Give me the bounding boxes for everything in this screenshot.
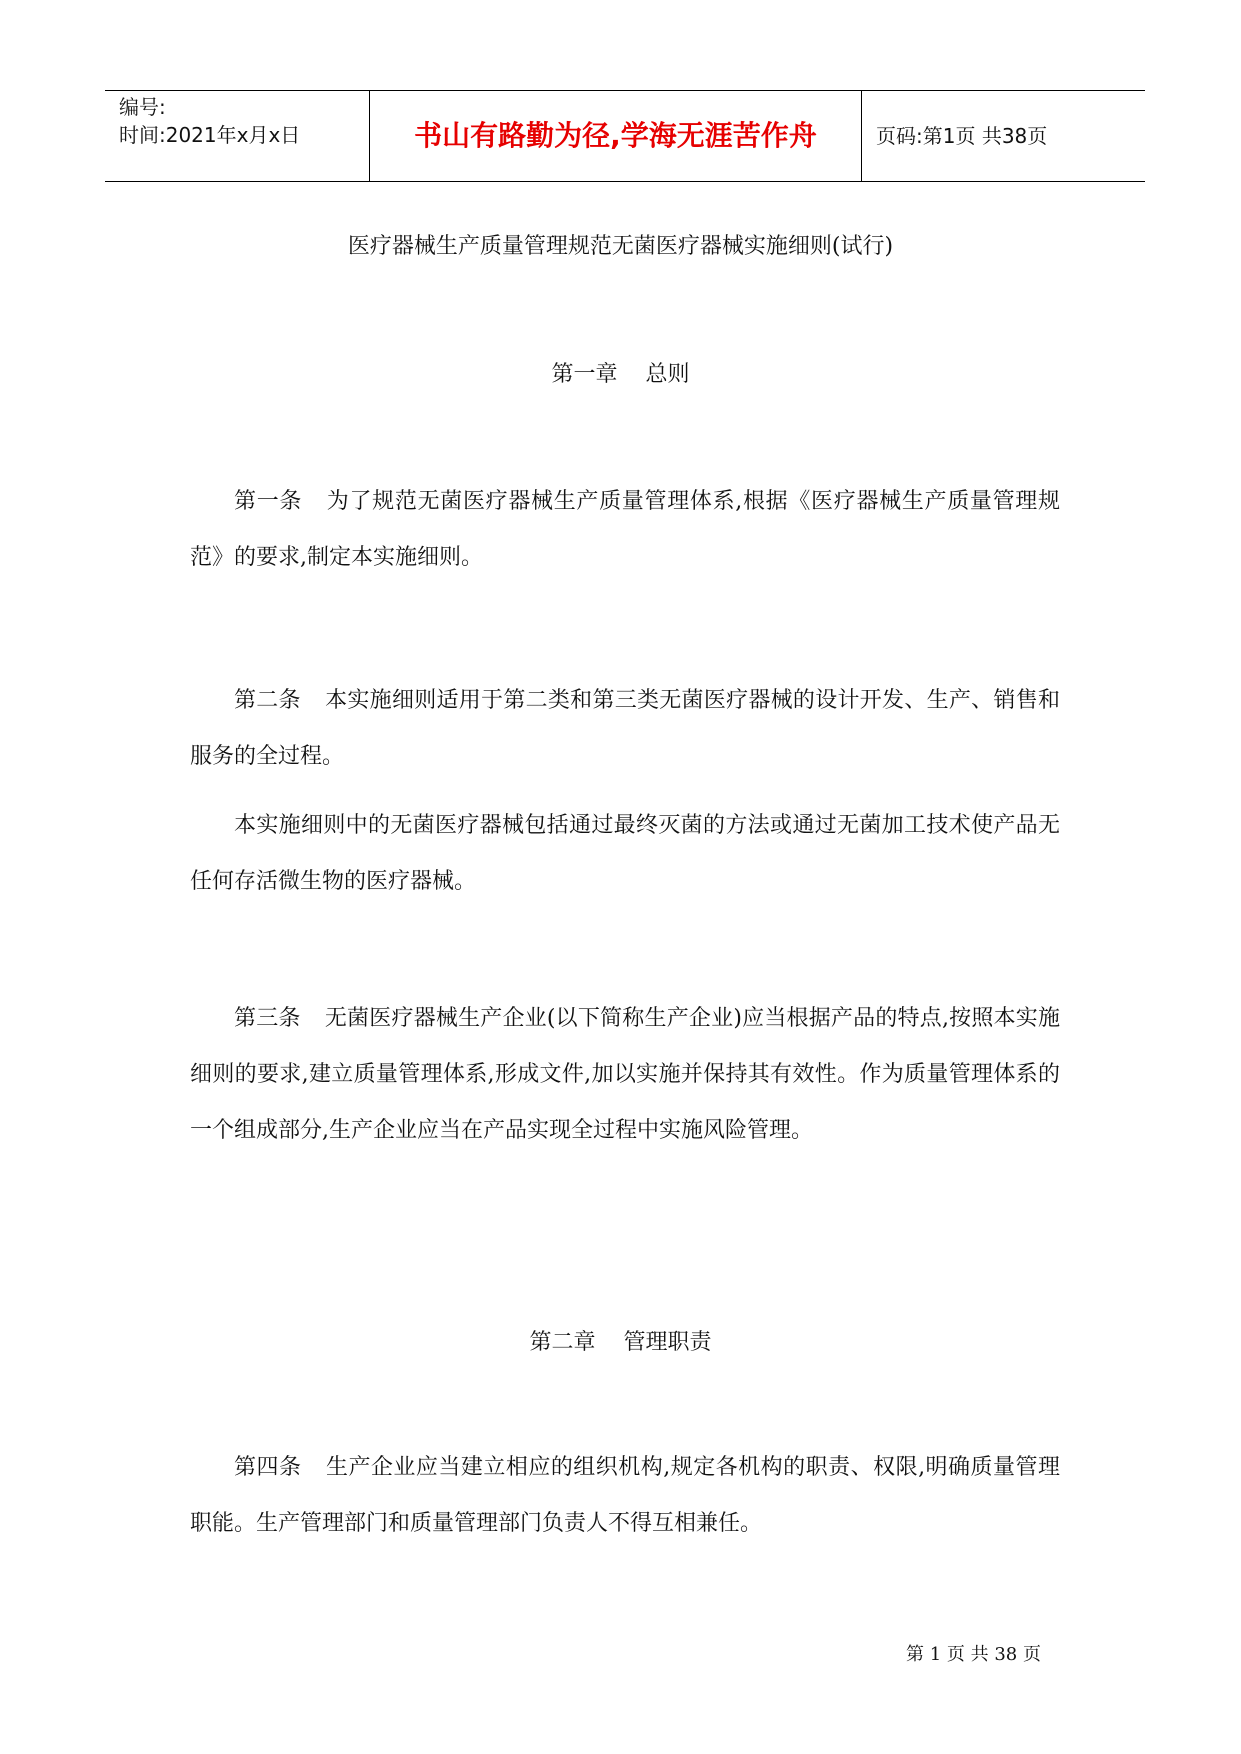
article-text: 本实施细则适用于第二类和第三类无菌医疗器械的设计开发、生产、销售和服务的全过程。 [190, 688, 1060, 769]
header-page-label: 页码:第1页 共38页 [876, 123, 1048, 148]
chapter-name: 管理职责 [623, 1330, 712, 1355]
header-motto: 书山有路勤为径,学海无涯苦作舟 [370, 91, 862, 181]
article-2 [190, 673, 1060, 785]
page-footer: 第 1 页 共 38 页 [906, 1644, 1041, 1665]
article-label: 第二条 [234, 688, 301, 713]
document-title: 医疗器械生产质量管理规范无菌医疗器械实施细则(试行) [347, 234, 894, 259]
chapter-number: 第一章 [551, 362, 618, 387]
article-1 [190, 474, 1060, 586]
chapter-name: 总则 [645, 362, 690, 387]
article-3 [190, 991, 1060, 1159]
header-meta [105, 91, 370, 181]
article-label: 第四条 [234, 1455, 302, 1480]
document-time-label: 时间:2021年x月x日 [119, 123, 301, 147]
page-header [105, 90, 1145, 182]
article-text: 为了规范无菌医疗器械生产质量管理体系,根据《医疗器械生产质量管理规范》的要求,制定本实施细则。 [190, 489, 1060, 570]
document-number-label: 编号: [119, 95, 166, 119]
chapter-heading-2 [0, 1325, 1241, 1356]
article-label: 第一条 [234, 489, 303, 514]
article-label: 第三条 [234, 1006, 301, 1031]
article-text: 生产企业应当建立相应的组织机构,规定各机构的职责、权限,明确质量管理职能。生产管理部门和质量管理部门负责人不得互相兼任。 [190, 1455, 1060, 1536]
article-text: 无菌医疗器械生产企业(以下简称生产企业)应当根据产品的特点,按照本实施细则的要求,建立质量管理体系,形成文件,加以实施并保持其有效性。作为质量管理体系的一个组成部分,生产企业应当在产品实现全过程中实施风险管理。 [190, 1006, 1060, 1143]
chapter-number: 第二章 [529, 1330, 596, 1355]
chapter-heading-1 [0, 357, 1241, 388]
article-4 [190, 1440, 1060, 1552]
article-text: 本实施细则中的无菌医疗器械包括通过最终灭菌的方法或通过无菌加工技术使产品无任何存活微生物的医疗器械。 [190, 813, 1060, 894]
article-2-continuation [190, 798, 1060, 910]
